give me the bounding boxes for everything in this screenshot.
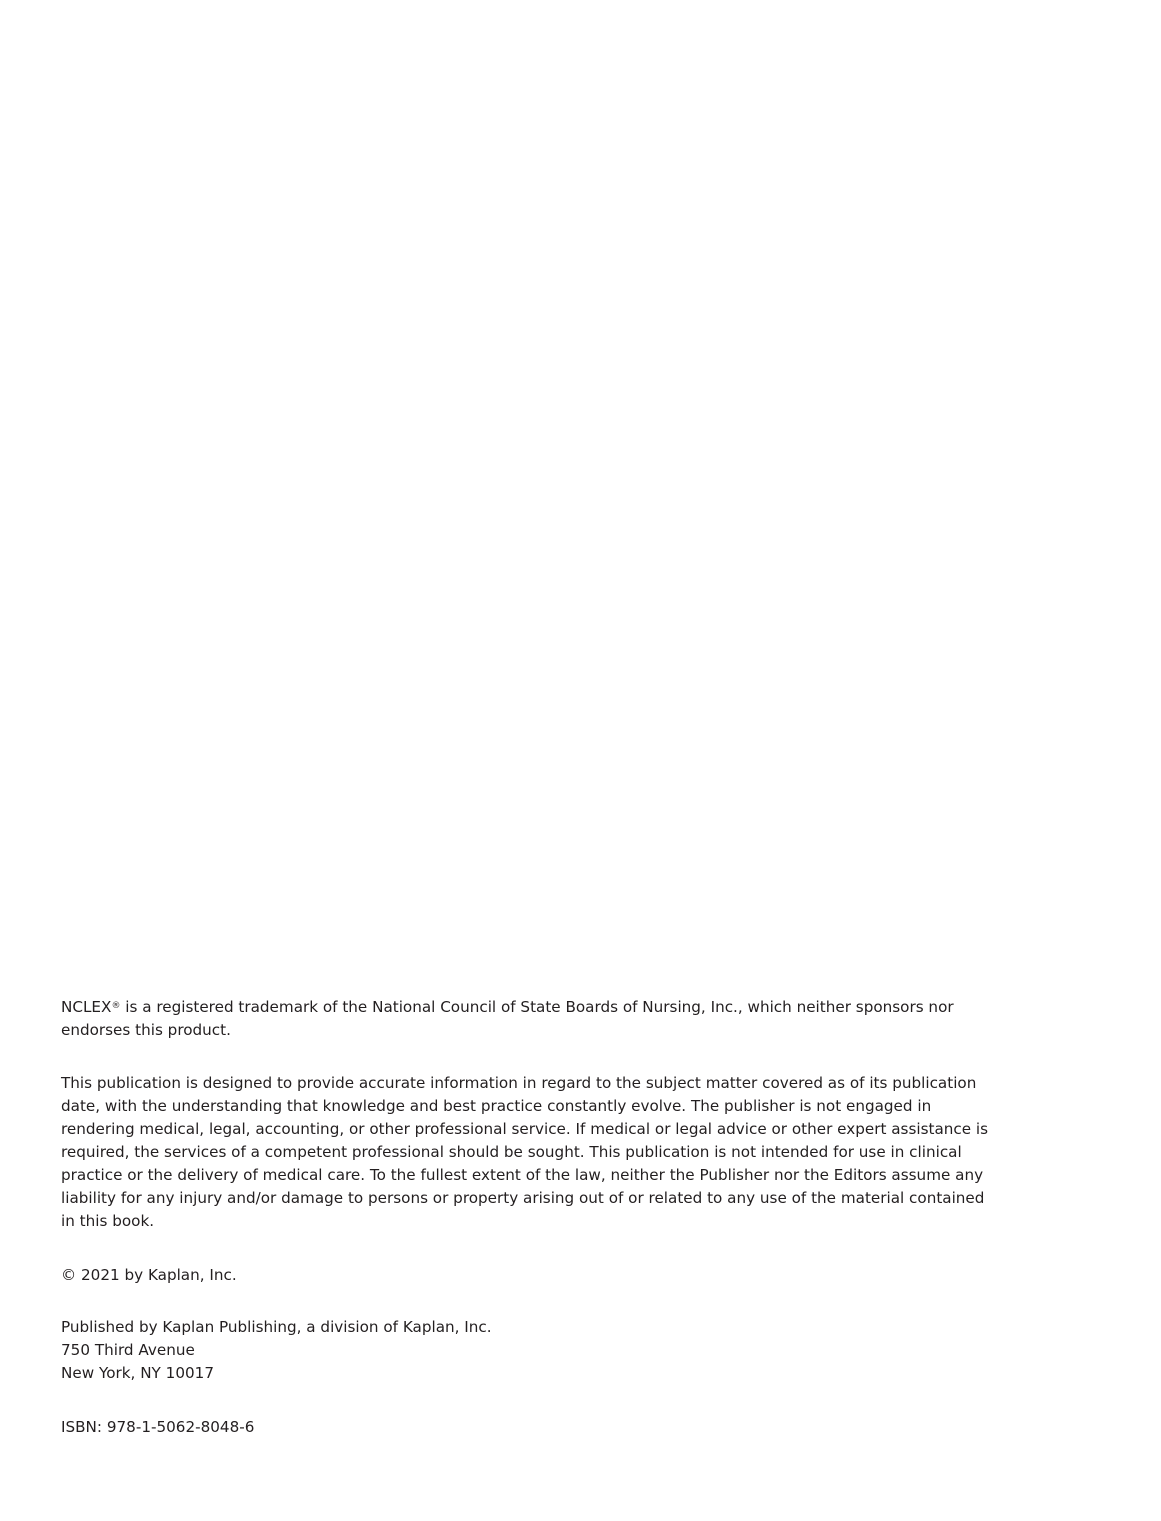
publisher-line: Published by Kaplan Publishing, a division of Kaplan, Inc. — [61, 1318, 492, 1336]
trademark-notice — [61, 996, 991, 1042]
isbn-line: ISBN: 978-1-5062-8048-6 — [61, 1418, 255, 1436]
registered-mark: ® — [111, 1001, 121, 1011]
trademark-paragraph — [61, 996, 991, 1042]
publisher-address: 750 Third Avenue — [61, 1341, 195, 1359]
publisher-info — [61, 1316, 991, 1385]
isbn-notice — [61, 1416, 991, 1439]
copyright-line: © 2021 by Kaplan, Inc. — [61, 1266, 237, 1284]
disclaimer-notice — [61, 1072, 991, 1233]
copyright-notice — [61, 1264, 991, 1287]
trademark-brand: NCLEX — [61, 998, 112, 1016]
publisher-city: New York, NY 10017 — [61, 1364, 214, 1382]
trademark-text: is a registered trademark of the National Council of State Boards of Nursing, Inc., which neither sponsors nor endorses this product. — [61, 998, 954, 1039]
disclaimer-paragraph: This publication is designed to provide accurate information in regard to the subject matter covered as of its publication date, with the understanding that knowledge and best practice constantly evolve. The publisher is not engaged in rendering medical, legal, accounting, or other professional service. If medical or legal advice or other expert assistance is required, the services of a competent professional should be sought. This publication is not intended for use in clinical practice or the delivery of medical care. To the fullest extent of the law, neither the Publisher nor the Editors assume any liability for any injury and/or damage to persons or property arising out of or related to any use of the material contained in this book. — [61, 1074, 989, 1230]
